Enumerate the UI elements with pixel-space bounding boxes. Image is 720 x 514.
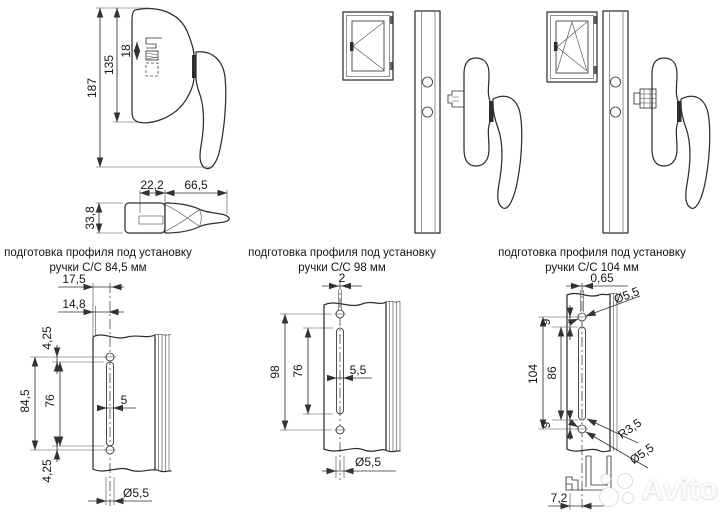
handle-top-view [83, 178, 229, 233]
dim-label: 17,5 [62, 272, 86, 286]
grip-top-outline [165, 203, 229, 233]
avito-watermark [596, 470, 718, 508]
profile-bar [415, 11, 440, 233]
avito-watermark-text: Avito [641, 471, 718, 506]
window-handle-mark [554, 42, 558, 51]
section-title-84-5 [0, 246, 196, 276]
dim-label: 84,5 [18, 389, 32, 413]
dim-label: 2 [338, 271, 346, 285]
profile-prep-drawing-84-5 [18, 272, 171, 506]
section-title-line1: подготовка профиля под установку [248, 247, 436, 259]
dim-label: 76 [43, 394, 57, 408]
dim-label: 9 [539, 421, 553, 429]
section-title-98 [244, 246, 440, 276]
section-title-line1: подготовка профиля под установку [4, 247, 192, 259]
dim-label: R3,5 [615, 415, 645, 442]
section-title-line2: ручки С/С 84,5 мм [49, 262, 147, 274]
dim-label-grip-length: 66,5 [184, 178, 208, 192]
dim-label-rosette-height: 135 [102, 54, 116, 76]
profile-hole [423, 77, 433, 87]
handle-rosette-silhouette [464, 58, 490, 166]
assembly-core [415, 11, 522, 233]
handle-grip-silhouette [493, 96, 522, 208]
dim-label: 4,25 [40, 326, 54, 350]
spindle-square [448, 91, 464, 107]
dim-label-total-height: 187 [85, 77, 99, 99]
section-title-line2: ручки С/С 104 мм [545, 262, 639, 274]
dim-label: Ø5,5 [627, 440, 657, 467]
hinge-mark [594, 66, 598, 74]
tilt-turn-window-assembly [547, 12, 656, 108]
section-title-line1: подготовка профиля под установку [498, 247, 686, 259]
section-title-line2: ручки С/С 98 мм [298, 262, 386, 274]
hinge-mark [390, 62, 394, 70]
dim-label: 7,2 [550, 491, 568, 505]
dim-label: 86 [545, 366, 559, 380]
handle-side-view [85, 8, 226, 169]
dim-label-rosette-width: 22,2 [140, 178, 164, 192]
dim-label: 5,5 [349, 363, 367, 377]
dim-label: Ø5,5 [354, 455, 382, 469]
handle-grip-outline [196, 52, 226, 169]
dim-label: 0,65 [590, 271, 614, 285]
profile-prep-drawing-98 [268, 271, 400, 480]
rosette-top-outline [125, 203, 165, 233]
dim-label: 5 [120, 393, 128, 407]
dim-label: 9 [539, 318, 553, 326]
hinge-mark [594, 16, 598, 24]
window-handle-mark [350, 42, 354, 51]
dim-label: 98 [268, 365, 282, 379]
dim-label: 14,8 [62, 297, 86, 311]
dim-label-spindle: 18 [119, 44, 133, 58]
avito-logo-icon [596, 470, 638, 508]
hinge-mark [390, 16, 394, 24]
dim-arrows [83, 287, 122, 312]
assembly-core-copy [603, 11, 710, 233]
dim-label: 4,25 [40, 459, 54, 483]
dim-label: Ø5,5 [611, 284, 642, 307]
dim-label: 104 [526, 363, 540, 385]
spindle-end-cap [634, 93, 640, 104]
dim-label: 76 [291, 364, 305, 378]
dim-label-body-width: 33,8 [83, 206, 97, 230]
profile-hole [423, 107, 433, 117]
section-title-104 [490, 246, 694, 276]
handle-rosette-outline [132, 9, 194, 123]
dim-label: Ø5,5 [122, 486, 150, 500]
turn-window-assembly [343, 12, 464, 107]
